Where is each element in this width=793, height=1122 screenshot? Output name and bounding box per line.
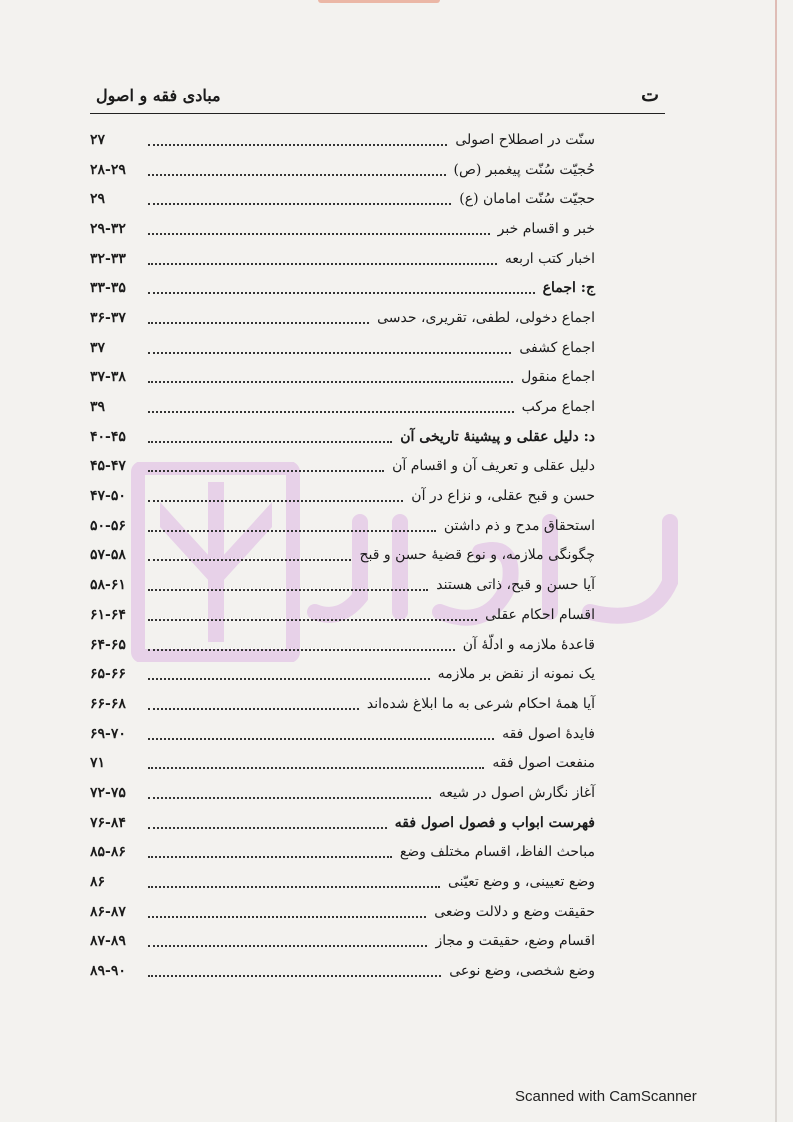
toc-dot-leader: [148, 678, 430, 680]
toc-dot-leader: [148, 856, 392, 858]
toc-entry-title: فایدهٔ اصول فقه: [502, 725, 595, 742]
toc-dot-leader: [148, 827, 387, 829]
toc-dot-leader: [148, 233, 490, 235]
toc-entry-title: حقیقت وضع و دلالت وضعی: [434, 903, 595, 920]
toc-dot-leader: [148, 975, 441, 977]
toc-dot-leader: [148, 263, 497, 265]
toc-entry-title: آیا حسن و قبح، ذاتی هستند: [436, 577, 595, 594]
toc-entry: [90, 838, 595, 868]
toc-entry-title: اخبار کتب اربعه: [504, 250, 595, 267]
toc-entry-pages: ۷۲-۷۵: [90, 784, 126, 801]
toc-dot-leader: [148, 945, 427, 947]
toc-entry-title: آیا همهٔ احکام شرعی به ما ابلاغ شده‌اند: [366, 695, 595, 712]
toc-entry-title: خبر و اقسام خبر: [497, 220, 595, 237]
toc-entry: [90, 808, 595, 838]
toc-entry-title: ج: اجماع: [542, 280, 595, 297]
toc-entry: [90, 511, 595, 541]
toc-entry-title: منفعت اصول فقه: [492, 755, 595, 772]
toc-entry-title: اجماع کشفی: [519, 339, 595, 356]
toc-entry: [90, 155, 595, 185]
toc-dot-leader: [148, 203, 451, 205]
toc-entry: [90, 659, 595, 689]
toc-entry: [90, 452, 595, 482]
toc-entry-title: فهرست ابواب و فصول اصول فقه: [394, 814, 595, 831]
toc-entry-pages: ۶۶-۶۸: [90, 695, 126, 712]
toc-dot-leader: [148, 144, 447, 146]
header-rule: [90, 113, 665, 114]
toc-dot-leader: [148, 500, 403, 502]
toc-entry-pages: ۵۰-۵۶: [90, 517, 126, 534]
toc-entry: [90, 867, 595, 897]
toc-entry-pages: ۷۱: [90, 755, 106, 772]
toc-entry-title: اجماع منقول: [521, 369, 595, 386]
toc-entry-title: وضع شخصی، وضع نوعی: [449, 963, 595, 980]
toc-entry: [90, 363, 595, 393]
toc-dot-leader: [148, 767, 484, 769]
toc-entry-pages: ۶۴-۶۵: [90, 636, 126, 653]
toc-entry-pages: ۲۹-۳۲: [90, 220, 126, 237]
toc-entry-pages: ۴۷-۵۰: [90, 488, 126, 505]
toc-dot-leader: [148, 530, 436, 532]
toc-entry-title: حُجیّت سُنّت پیغمبر (ص): [453, 161, 595, 178]
scanner-footer: Scanned with CamScanner: [515, 1088, 697, 1105]
toc-entry: [90, 897, 595, 927]
toc-dot-leader: [148, 352, 511, 354]
toc-entry-pages: ۳۶-۳۷: [90, 309, 126, 326]
toc-dot-leader: [148, 559, 351, 561]
toc-entry-pages: ۶۱-۶۴: [90, 606, 126, 623]
toc-entry: [90, 630, 595, 660]
toc-entry-pages: ۳۷: [90, 339, 106, 356]
toc-entry-title: اقسام احکام عقلی: [485, 606, 595, 623]
toc-entry: [90, 481, 595, 511]
toc-entry-pages: ۴۰-۴۵: [90, 428, 126, 445]
toc-entry-pages: ۲۷: [90, 131, 106, 148]
toc-entry: [90, 184, 595, 214]
toc-entry-title: مباحث الفاظ، اقسام مختلف وضع: [399, 844, 595, 861]
toc-entry-title: چگونگی ملازمه، و نوع قضیهٔ حسن و قبح: [359, 547, 595, 564]
toc-entry-pages: ۸۶-۸۷: [90, 903, 126, 920]
toc-dot-leader: [148, 886, 440, 888]
toc-dot-leader: [148, 381, 513, 383]
toc-entry-title: وضع تعیینی، و وضع تعیّنی: [447, 874, 595, 891]
toc-entry: [90, 273, 595, 303]
table-of-contents: [90, 125, 595, 986]
toc-entry-pages: ۷۶-۸۴: [90, 814, 126, 831]
toc-entry: [90, 956, 595, 986]
toc-entry-title: اجماع مرکب: [521, 399, 595, 416]
toc-entry-pages: ۳۲-۳۳: [90, 250, 126, 267]
toc-dot-leader: [148, 441, 392, 443]
toc-dot-leader: [148, 322, 369, 324]
toc-entry-pages: ۸۷-۸۹: [90, 933, 126, 950]
toc-entry-pages: ۵۸-۶۱: [90, 577, 126, 594]
toc-entry: [90, 570, 595, 600]
toc-dot-leader: [148, 708, 359, 710]
toc-entry: [90, 333, 595, 363]
toc-entry-title: قاعدهٔ ملازمه و ادلّهٔ آن: [462, 636, 595, 653]
toc-entry: [90, 600, 595, 630]
toc-dot-leader: [148, 174, 446, 176]
toc-entry: [90, 214, 595, 244]
toc-entry-title: استحقاق مدح و ذم داشتن: [443, 517, 595, 534]
toc-entry: [90, 125, 595, 155]
toc-entry-title: اجماع دخولی، لطفی، تقریری، حدسی: [377, 309, 595, 326]
toc-entry-title: اقسام وضع، حقیقت و مجاز: [435, 933, 595, 950]
toc-entry-title: سنّت در اصطلاح اصولی: [455, 131, 595, 148]
toc-entry: [90, 422, 595, 452]
book-title: مبادی فقه و اصول: [96, 86, 221, 105]
toc-entry-pages: ۳۳-۳۵: [90, 280, 126, 297]
toc-entry-pages: ۳۷-۳۸: [90, 369, 126, 386]
page-header: [90, 84, 665, 114]
toc-dot-leader: [148, 916, 426, 918]
toc-entry: [90, 748, 595, 778]
toc-dot-leader: [148, 292, 535, 294]
toc-entry-pages: ۳۹: [90, 399, 106, 416]
toc-entry-pages: ۲۹: [90, 191, 106, 208]
toc-entry-pages: ۵۷-۵۸: [90, 547, 126, 564]
page-letter: ت: [641, 84, 659, 106]
toc-dot-leader: [148, 649, 455, 651]
toc-entry-title: د: دلیل عقلی و پیشینهٔ تاریخی آن: [400, 428, 595, 445]
toc-entry-pages: ۶۹-۷۰: [90, 725, 126, 742]
toc-entry: [90, 392, 595, 422]
toc-entry-title: حجیّت سُنّت امامان (ع): [459, 191, 595, 208]
toc-entry-title: حسن و قبح عقلی، و نزاع در آن: [411, 488, 595, 505]
toc-dot-leader: [148, 589, 428, 591]
toc-entry-pages: ۶۵-۶۶: [90, 666, 126, 683]
toc-entry: [90, 244, 595, 274]
toc-dot-leader: [148, 470, 384, 472]
toc-entry-pages: ۸۹-۹۰: [90, 963, 126, 980]
toc-entry-pages: ۲۸-۲۹: [90, 161, 126, 178]
toc-entry: [90, 927, 595, 957]
toc-entry-title: دلیل عقلی و تعریف آن و اقسام آن: [392, 458, 595, 475]
toc-entry: [90, 689, 595, 719]
page-top-tab: [318, 0, 440, 3]
toc-entry-pages: ۴۵-۴۷: [90, 458, 126, 475]
toc-entry: [90, 541, 595, 571]
toc-entry: [90, 719, 595, 749]
toc-entry-title: آغاز نگارش اصول در شیعه: [438, 784, 595, 801]
toc-entry-pages: ۸۶: [90, 874, 106, 891]
toc-dot-leader: [148, 411, 514, 413]
page-edge-shadow: [775, 0, 777, 1122]
toc-dot-leader: [148, 797, 431, 799]
toc-entry: [90, 303, 595, 333]
toc-entry-title: یک نمونه از نقض بر ملازمه: [437, 666, 595, 683]
toc-entry-pages: ۸۵-۸۶: [90, 844, 126, 861]
toc-dot-leader: [148, 619, 477, 621]
toc-dot-leader: [148, 738, 494, 740]
toc-entry: [90, 778, 595, 808]
